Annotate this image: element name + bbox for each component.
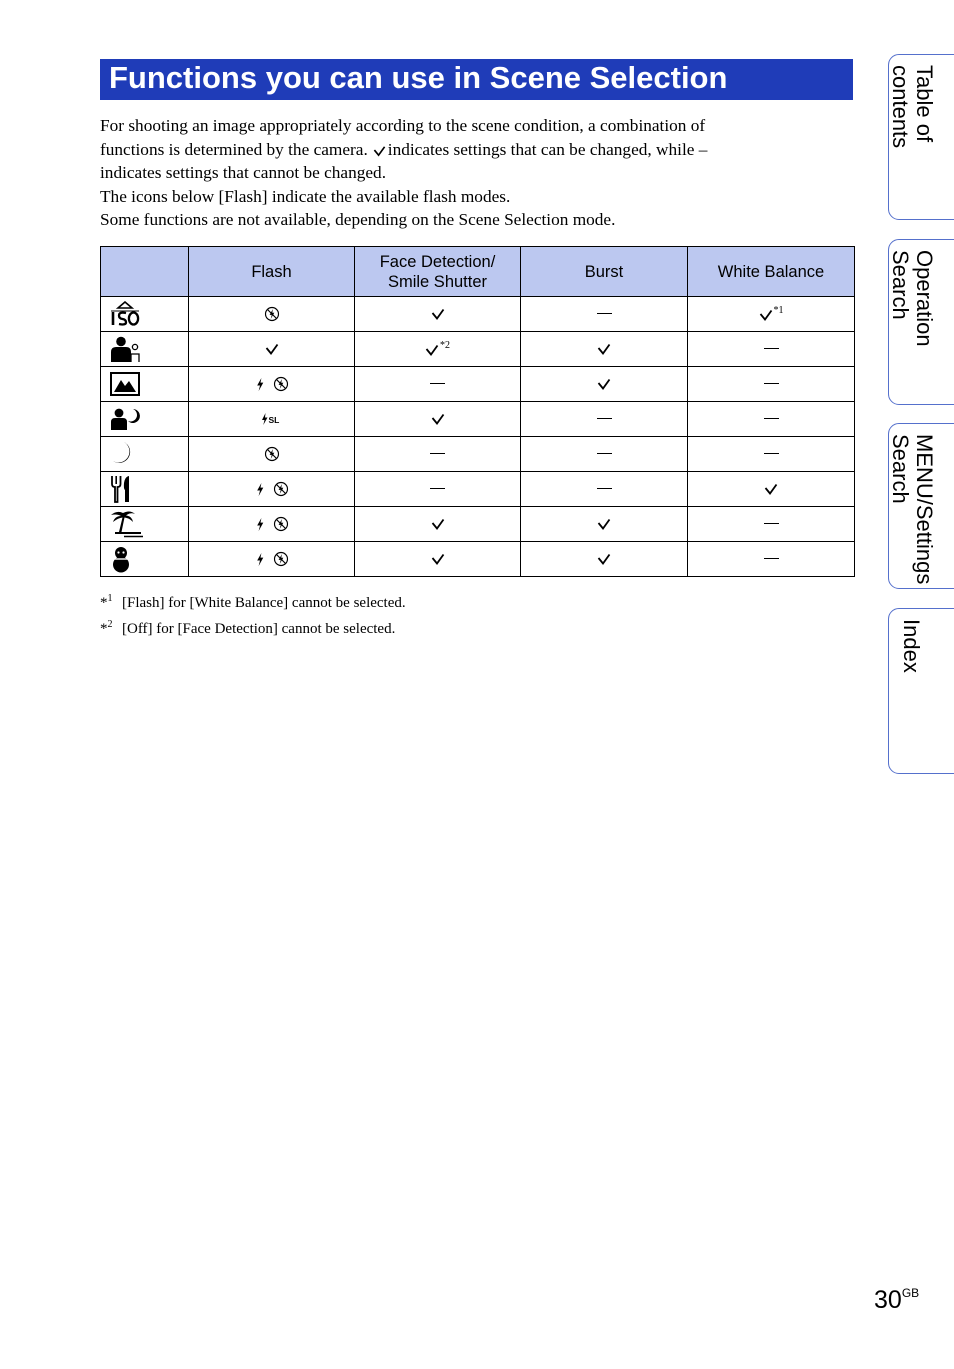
footnotes [100,588,800,640]
flash-cell [189,437,355,472]
flash-off-icon [273,481,289,497]
flash-off-icon [273,376,289,392]
check-icon [425,344,439,356]
footnote-ref: *2 [440,339,450,351]
white-balance-cell [688,367,855,402]
check-icon [431,413,445,425]
dash-mark [430,383,445,384]
scene-cell [101,367,189,402]
tab-table-of-contents[interactable] [888,54,954,220]
intro-line: functions is determined by the camera. indicates settings that can be changed, while – [100,139,708,159]
landscape-icon [110,372,140,396]
flash-on-icon [255,377,265,392]
dash-mark [430,453,445,454]
tab-label: MENU/Settings Search [888,434,937,585]
white-balance-cell [688,542,855,577]
face-detection-cell [355,367,521,402]
footnote-ref: *1 [773,304,784,316]
scene-cell [101,402,189,437]
scene-cell [101,437,189,472]
flash-on-icon [255,552,265,567]
dash-mark [764,418,779,419]
intro-line: indicates settings that cannot be changed. [100,163,387,182]
twilight-portrait-icon [110,407,140,431]
page-number: $30^{GB}$ [874,1286,920,1314]
white-balance-cell [688,437,855,472]
check-icon [759,309,773,321]
burst-cell [521,332,688,367]
intro-line: Some functions are not available, depending on the Scene Selection mode. [100,210,616,229]
dash-mark [764,383,779,384]
burst-cell [521,437,688,472]
face-detection-cell [355,332,521,367]
beach-icon [110,510,144,538]
table-row [101,402,855,437]
tab-index[interactable] [888,608,954,774]
page-title: Functions you can use in Scene Selection [100,59,853,100]
white-balance-cell [688,297,855,332]
dash-mark [764,348,779,349]
header-flash: Flash [189,247,355,297]
dash-mark [430,488,445,489]
header-burst: Burst [521,247,688,297]
flash-on-icon [255,482,265,497]
dash-mark [764,558,779,559]
table-row [101,542,855,577]
intro-text [100,114,800,232]
burst-cell [521,472,688,507]
white-balance-cell [688,332,855,367]
dash-mark [597,488,612,489]
tab-label: Table of contents [888,65,937,149]
header-scene [101,247,189,297]
face-detection-cell [355,402,521,437]
flash-cell [189,472,355,507]
flash-cell [189,332,355,367]
scene-cell [101,297,189,332]
flash-cell [189,367,355,402]
footnote: *$^2$ [Off] for [Face Detection] cannot be selected. [100,619,396,637]
flash-cell [189,542,355,577]
header-face-detection: Face Detection/ Smile Shutter [355,247,521,297]
twilight-icon [110,441,134,467]
tab-menu-settings-search[interactable] [888,423,954,589]
check-icon [431,308,445,320]
snow-icon [110,545,132,573]
flash-off-icon [273,551,289,567]
flash-off-icon [264,446,280,462]
scene-cell [101,542,189,577]
flash-cell [189,297,355,332]
flash-cell [189,507,355,542]
intro-line: For shooting an image appropriately according to the scene condition, a combination of [100,116,706,135]
check-icon [265,343,279,355]
gourmet-icon [110,475,132,503]
dash-mark [597,453,612,454]
tab-operation-search[interactable] [888,239,954,405]
slow-sync-icon [261,412,283,426]
dash-mark [597,418,612,419]
scene-cell [101,332,189,367]
dash-mark [597,313,612,314]
table-row [101,472,855,507]
footnote: *$^1$ [Flash] for [White Balance] cannot be selected. [100,593,406,611]
check-icon [597,518,611,530]
table-row [101,332,855,367]
white-balance-cell [688,472,855,507]
table-row [101,507,855,542]
flash-cell [189,402,355,437]
check-icon [597,378,611,390]
face-detection-cell [355,297,521,332]
flash-off-icon [273,516,289,532]
flash-off-icon [264,306,280,322]
white-balance-cell [688,507,855,542]
intro-line: The icons below [Flash] indicate the available flash modes. [100,186,511,206]
check-icon [764,483,778,495]
burst-cell [521,367,688,402]
table-row [101,437,855,472]
check-icon [431,553,445,565]
burst-cell [521,542,688,577]
dash-mark [764,453,779,454]
table-row [101,297,855,332]
table-row [101,367,855,402]
scene-cell [101,472,189,507]
flash-on-icon [255,517,265,532]
burst-cell [521,402,688,437]
check-icon [597,343,611,355]
face-detection-cell [355,437,521,472]
face-detection-cell [355,507,521,542]
face-detection-cell [355,542,521,577]
high-sensitivity-iso-icon [110,301,140,327]
check-icon [373,145,386,157]
face-detection-cell [355,472,521,507]
check-icon [597,553,611,565]
dash-mark [764,523,779,524]
tab-label: Index [899,619,924,673]
burst-cell [521,297,688,332]
scene-function-table [100,246,855,577]
table-header-row [101,247,855,297]
tab-label: Operation Search [888,250,937,347]
burst-cell [521,507,688,542]
header-white-balance: White Balance [688,247,855,297]
scene-cell [101,507,189,542]
white-balance-cell [688,402,855,437]
soft-snap-icon [110,335,140,363]
check-icon [431,518,445,530]
svg-text:SL: SL [268,415,279,426]
